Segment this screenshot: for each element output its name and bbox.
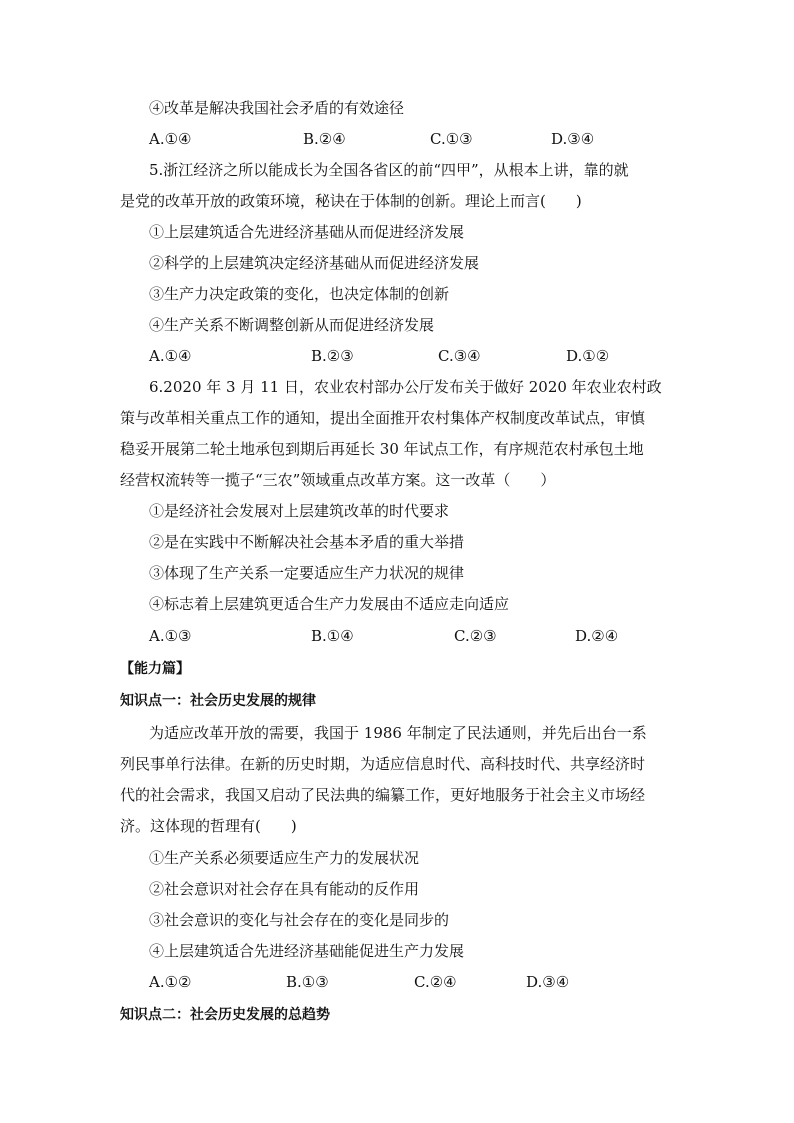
q5-option-a: A.①④ <box>149 347 192 365</box>
kp1-title: 知识点一：社会历史发展的规律 <box>120 693 316 709</box>
q6-item-4: ④标志着上层建筑更适合生产力发展由不适应走向适应 <box>149 595 510 613</box>
kp1-option-c: C.②④ <box>414 973 457 991</box>
q6-option-c: C.②③ <box>454 627 497 645</box>
q6-stem-line-4: 经营权流转等一揽子“三农”领域重点改革方案。这一改革（ ） <box>120 471 556 489</box>
kp1-stem-line-2: 列民事单行法律。在新的历史时期，为适应信息时代、高科技时代、共享经济时 <box>120 755 646 773</box>
kp1-stem-line-1: 为适应改革开放的需要，我国于 1986 年制定了民法通则，并先后出台一系 <box>149 724 647 742</box>
q5-item-2: ②科学的上层建筑决定经济基础从而促进经济发展 <box>149 254 480 272</box>
q5-stem-line-2: 是党的改革开放的政策环境，秘诀在于体制的创新。理论上而言( ) <box>120 192 582 210</box>
kp1-item-3: ③社会意识的变化与社会存在的变化是同步的 <box>149 911 450 929</box>
q6-option-b: B.①④ <box>311 627 354 645</box>
q5-option-b: B.②③ <box>311 347 354 365</box>
q4-option-c: C.①③ <box>430 130 473 148</box>
q6-option-d: D.②④ <box>575 627 619 645</box>
q5-item-1: ①上层建筑适合先进经济基础从而促进经济发展 <box>149 223 465 241</box>
kp2-title: 知识点二：社会历史发展的总趋势 <box>120 1007 330 1023</box>
q4-option-a: A.①④ <box>149 130 192 148</box>
q6-stem-line-3: 稳妥开展第二轮土地承包到期后再延长 30 年试点工作，有序规范农村承包土地 <box>120 440 644 458</box>
q5-stem-line-1: 5.浙江经济之所以能成长为全国各省区的前“四甲”，从根本上讲，靠的就 <box>149 161 629 179</box>
q5-item-4: ④生产关系不断调整创新从而促进经济发展 <box>149 316 435 334</box>
kp1-option-a: A.①② <box>149 973 192 991</box>
q5-option-d: D.①② <box>566 347 610 365</box>
q6-item-2: ②是在实践中不断解决社会基本矛盾的重大举措 <box>149 533 465 551</box>
kp1-item-1: ①生产关系必须要适应生产力的发展状况 <box>149 849 420 867</box>
section-title: 【能力篇】 <box>120 661 190 677</box>
q6-item-3: ③体现了生产关系一定要适应生产力状况的规律 <box>149 564 465 582</box>
q6-stem-line-1: 6.2020 年 3 月 11 日，农业农村部办公厅发布关于做好 2020 年农业农村政 <box>149 378 662 396</box>
q5-item-3: ③生产力决定政策的变化，也决定体制的创新 <box>149 285 450 303</box>
q4-option-d: D.③④ <box>551 130 595 148</box>
q6-option-a: A.①③ <box>149 627 192 645</box>
kp1-item-2: ②社会意识对社会存在具有能动的反作用 <box>149 880 420 898</box>
q5-option-c: C.③④ <box>438 347 481 365</box>
q4-item-4: ④改革是解决我国社会矛盾的有效途径 <box>149 99 405 117</box>
kp1-option-b: B.①③ <box>286 973 329 991</box>
q6-stem-line-2: 策与改革相关重点工作的通知，提出全面推开农村集体产权制度改革试点，审慎 <box>120 409 646 427</box>
kp1-stem-line-3: 代的社会需求，我国又启动了民法典的编纂工作，更好地服务于社会主义市场经 <box>120 786 646 804</box>
kp1-option-d: D.③④ <box>526 973 570 991</box>
kp1-stem-line-4: 济。这体现的哲理有( ) <box>120 817 297 835</box>
q6-item-1: ①是经济社会发展对上层建筑改革的时代要求 <box>149 502 450 520</box>
q4-option-b: B.②④ <box>303 130 346 148</box>
kp1-item-4: ④上层建筑适合先进经济基础能促进生产力发展 <box>149 942 465 960</box>
